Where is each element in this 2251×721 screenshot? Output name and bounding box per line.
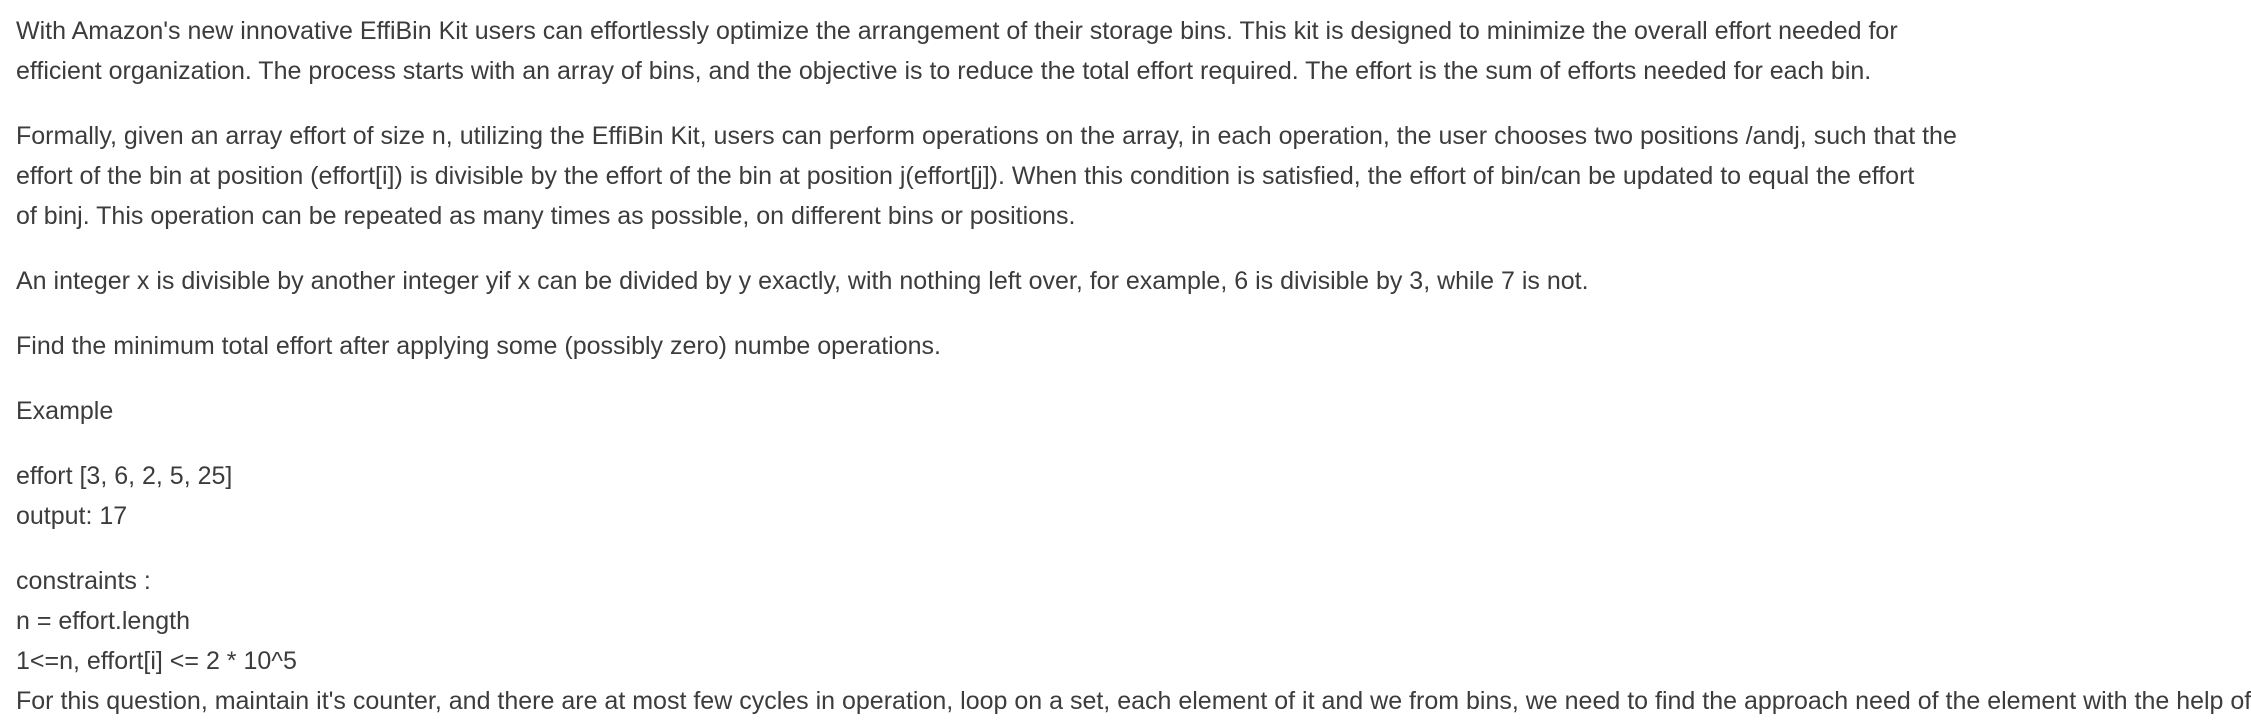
- formal-line-3: of binj. This operation can be repeated as many times as possible, on different bins or positions.: [16, 202, 1076, 230]
- find-line: Find the minimum total effort after applying some (possibly zero) numbe operations.: [16, 332, 941, 360]
- intro-paragraph: [16, 11, 2084, 91]
- divisible-paragraph: [16, 261, 2084, 301]
- divisible-line: An integer x is divisible by another integer yif x can be divided by y exactly, with nothing left over, for example, 6 is divisible by 3, while 7 is not.: [16, 267, 1589, 295]
- find-paragraph: [16, 326, 2084, 366]
- formal-line-1: Formally, given an array effort of size n, utilizing the EffiBin Kit, users can perform operations on the array, in each operation, the user chooses two positions /andj, such that the: [16, 122, 1957, 150]
- intro-line-1: With Amazon's new innovative EffiBin Kit users can effortlessly optimize the arrangement of their storage bins. This kit is designed to minimize the overall effort needed for: [16, 17, 1898, 45]
- example-block: [16, 456, 2084, 536]
- cut-off-text-line: For this question, maintain it's counter, and there are at most few cycles in operation, loop on a set, each element of it and we from bins, we need to find the approach need of the element with the help of: [16, 687, 2251, 715]
- formal-line-2: effort of the bin at position (effort[i]) is divisible by the effort of the bin at position j(effort[j]). When this condition is satisfied, the effort of bin/can be updated to equal the effort: [16, 162, 1915, 190]
- example-input: effort [3, 6, 2, 5, 25]: [16, 462, 233, 490]
- problem-statement: [16, 11, 2251, 715]
- example-heading-text: Example: [16, 397, 114, 425]
- example-output: output: 17: [16, 502, 128, 530]
- constraint-line-1: n = effort.length: [16, 607, 190, 635]
- constraints-block: [16, 561, 2251, 715]
- constraints-heading: constraints :: [16, 567, 151, 595]
- example-heading: [16, 391, 2084, 431]
- constraint-line-2: 1<=n, effort[i] <= 2 * 10^5: [16, 647, 297, 675]
- intro-line-2: efficient organization. The process starts with an array of bins, and the objective is to reduce the total effort required. The effort is the sum of efforts needed for each bin.: [16, 57, 1872, 85]
- formal-paragraph: [16, 116, 2084, 236]
